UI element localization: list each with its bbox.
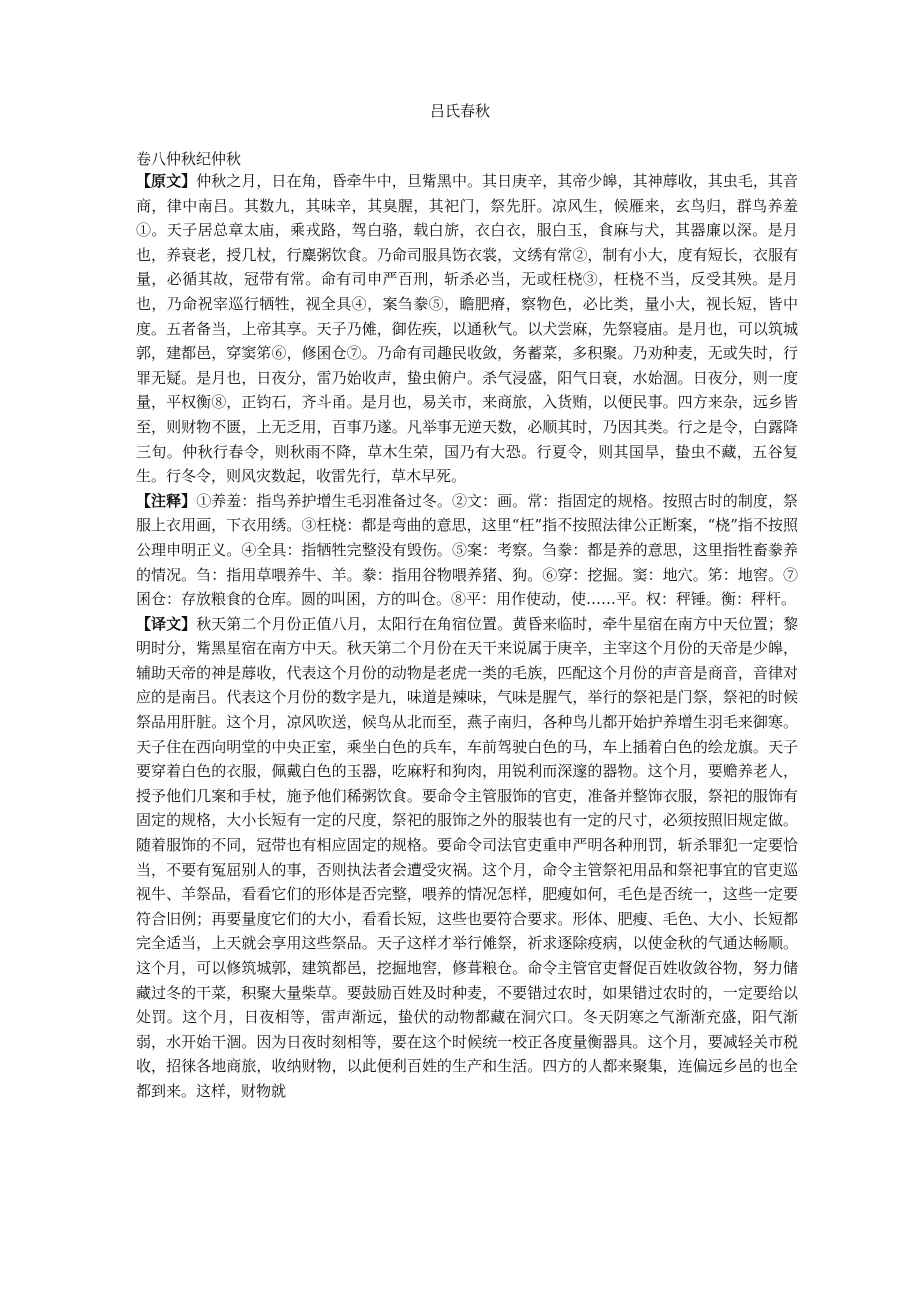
annotation-content: ①养羞：指鸟养护增生毛羽准备过冬。②文：画。常：指固定的规格。按照古时的制度，祭服上衣用画，下衣用绣。③枉桡：都是弯曲的意思，这里“枉”指不按照法律公正断案，“桡”指不按照公理申明正义。④全具：指牺牲完整没有毁伤。⑤案：考察。刍豢：都是养的意思，这里指牲畜豢养的情况。刍：指用草喂养牛、羊。豢：指用谷物喂养猪、狗。⑥穿：挖掘。窦：地穴。笫：地窖。⑦囷仓：存放粮食的仓库。圆的叫囷，方的叫仓。⑧平：用作使动，使……平。权：秤锤。衡：秤杆。 xyxy=(136,491,798,609)
translation-label: 【译文】 xyxy=(136,614,197,633)
document-title: 吕氏春秋 xyxy=(429,102,490,120)
original-text-content: 仲秋之月，日在角，昏牵牛中，旦觜黑中。其日庚辛，其帝少皞，其神蓐收，其虫毛，其音商，律中南吕。其数九，其味辛，其臭腥，其祀门，祭先肝。凉风生，候雁来，玄鸟归，群鸟养羞①。天子居总章太庙，乘戎路，驾白骆，载白旂，衣白衣，服白玉，食麻与犬，其器廉以深。是月也，养衰老，授几杖，行麋粥饮食。乃命司服具饬衣裳，文绣有常②，制有小大，度有短长，衣服有量，必循其故，冠带有常。命有司申严百刑，斩杀必当，无或枉桡③，枉桡不当，反受其殃。是月也，乃命祝宰巡行牺牲，视全具④，案刍豢⑤，瞻肥瘠，察物色，必比类，量小大，视长短，皆中度。五者备当，上帝其享。天子乃傩，御佐疾，以通秋气。以犬尝麻，先祭寝庙。是月也，可以筑城郭，建都邑，穿窦笫⑥，修囷仓⑦。乃命有司趣民收敛，务蓄菜，多积聚。乃劝种麦，无或失时，行罪无疑。是月也，日夜分，雷乃始收声，蛰虫俯户。杀气浸盛，阳气日衰，水始涸。日夜分，则一度量，平权衡⑧，正钧石，齐斗甬。是月也，易关市，来商旅，入货贿，以便民事。四方来杂，远乡皆至，则财物不匮，上无乏用，百事乃遂。凡举事无逆天数，必顺其时，乃因其类。行之是令，白露降三旬。仲秋行春令，则秋雨不降，草木生荣，国乃有大恐。行夏令，则其国旱，蛰虫不藏，五谷复生。行冬令，则风灾数起，收雷先行，草木早死。 xyxy=(136,172,798,486)
annotation-label: 【注释】 xyxy=(136,491,197,510)
annotation-paragraph xyxy=(136,489,798,612)
original-text-paragraph xyxy=(136,169,798,489)
translation-paragraph xyxy=(136,612,798,1104)
chapter-heading: 卷八仲秋纪仲秋 xyxy=(136,150,242,168)
original-text-label: 【原文】 xyxy=(136,172,197,190)
document-body xyxy=(136,169,798,1104)
translation-content: 秋天第二个月份正值八月，太阳行在角宿位置。黄昏来临时，牵牛星宿在南方中天位置；黎明时分，觜黑星宿在南方中天。秋天第二个月份在天干来说属于庚辛，主宰这个月份的天帝是少皞，辅助天帝的神是蓐收，代表这个月份的动物是老虎一类的毛族，匹配这个月份的声音是商音，音律对应的是南吕。代表这个月份的数字是九，味道是辣味，气味是腥气，举行的祭祀是门祭，祭祀的时候祭品用肝脏。这个月，凉风吹送，候鸟从北而至，燕子南归，各种鸟儿都开始护养增生羽毛来御寒。天子住在西向明堂的中央正室，乘坐白色的兵车，车前驾驶白色的马，车上插着白色的绘龙旗。天子要穿着白色的衣服，佩戴白色的玉器，吃麻籽和狗肉，用锐利而深邃的器物。这个月，要赡养老人，授予他们几案和手杖，施予他们稀粥饮食。要命令主管服饰的官吏，准备并整饰衣服，祭祀的服饰有固定的规格，大小长短有一定的尺度，祭祀的服饰之外的服装也有一定的尺寸，必须按照旧规定做。随着服饰的不同，冠带也有相应固定的规格。要命令司法官吏重申严明各种刑罚，斩杀罪犯一定要恰当，不要有冤屈别人的事，否则执法者会遭受灾祸。这个月，命令主管祭祀用品和祭祀事宜的官吏巡视牛、羊祭品，看看它们的形体是否完整，喂养的情况怎样，肥瘦如何，毛色是否统一，这些一定要符合旧例；再要量度它们的大小，看看长短，这些也要符合要求。形体、肥瘦、毛色、大小、长短都完全适当，上天就会享用这些祭品。天子这样才举行傩祭，祈求逐除疫病，以使金秋的气通达畅顺。这个月，可以修筑城郭，建筑都邑，挖掘地窖，修葺粮仓。命令主管官吏督促百姓收敛谷物，努力储藏过冬的干菜，积聚大量柴草。要鼓励百姓及时种麦，不要错过农时，如果错过农时的，一定要给以处罚。这个月，日夜相等，雷声渐远，蛰伏的动物都藏在洞穴口。冬天阴寒之气渐渐充盛，阳气渐弱，水开始干涸。因为日夜时刻相等，要在这个时候统一校正各度量衡器具。这个月，要减轻关市税收，招徕各地商旅，收纳财物，以此便利百姓的生产和生活。四方的人都来聚集，连偏远乡邑的也全都到来。这样，财物就 xyxy=(136,614,798,1100)
